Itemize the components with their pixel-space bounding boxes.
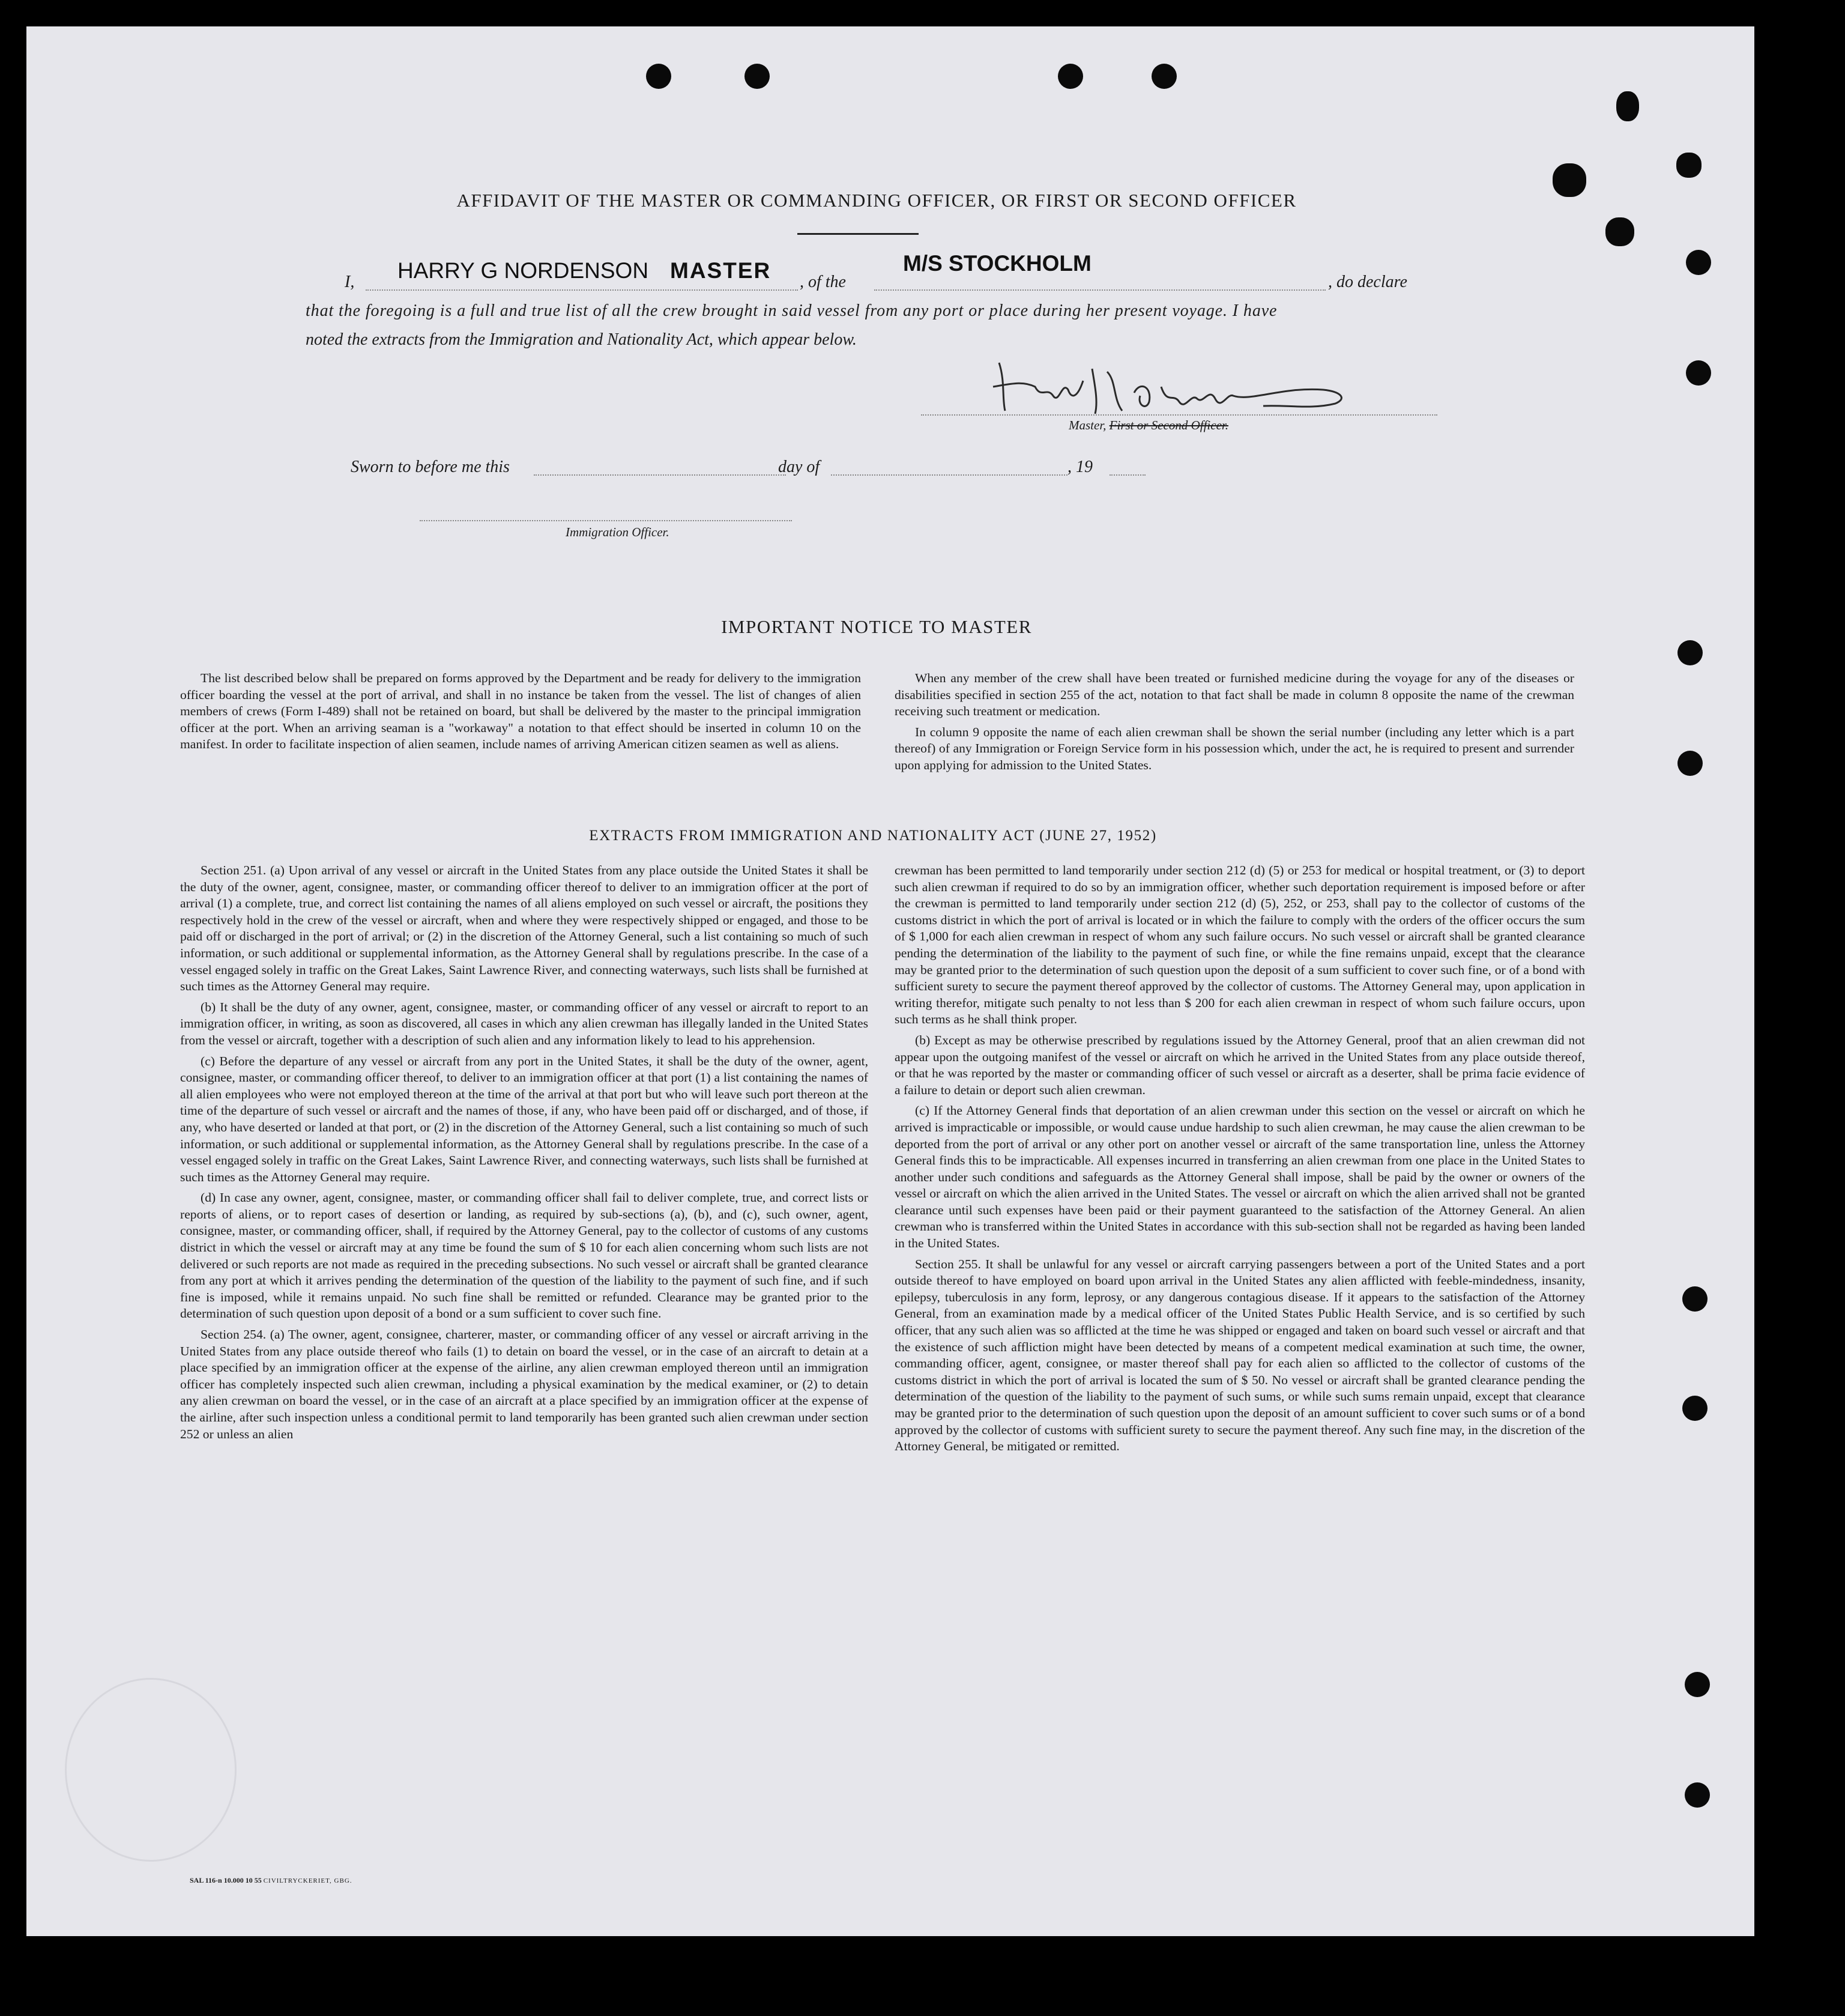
notice-right-paragraph-1: When any member of the crew shall have been treated or furnished medicine during the voyage for any of the diseases or disabilities specified in section 255 of the act, notation to that fact shall be made in column 8 opposite the name of the crewman receiving such treatment or medication. <box>895 671 1574 719</box>
declaration-line-2: that the foregoing is a full and true list of all the crew brought in said vessel from any port or place during her present voyage. I have <box>306 301 1278 320</box>
form-footer <box>190 1876 352 1885</box>
extract-paragraph: (d) In case any owner, agent, consignee, master, or commanding officer shall fail to deliver complete, true, and correct lists or reports of aliens, or to report cases of desertion or landing, as required by sub-sections (a), (b), and (c), such owner, agent, consignee, master, or commanding officer, shall, if required by the Attorney General, pay to the collector of customs of any customs district in which the vessel or aircraft may at any time be found the sum of $ 10 for each alien concerning whom such lists are not delivered or such reports are not made as required in the preceding subsections. No such vessel or aircraft shall be granted clearance from any port at which it arrives pending the determination of the question of the liability to the payment of such fine, and if such fine is imposed, while it remains unpaid. No such fine shall be remitted or refunded. Clearance may be granted prior to the determination of such question upon deposit of a bond or a sum sufficient to cover such fine. <box>180 1190 868 1321</box>
officer-line <box>420 520 792 521</box>
vessel-line <box>874 289 1326 291</box>
master-rank: MASTER <box>670 258 772 283</box>
extract-paragraph: (c) If the Attorney General finds that deportation of an alien crewman under this section on the vessel or aircraft on which he arrived is impracticable or impossible, or would cause undue hardship to such alien crewman, he may cause the alien crewman to be deported from the port of arrival or any other port on another vessel or aircraft of the same transportation line, unless the Attorney General finds this to be impracticable. All expenses incurred in transferring an alien crewman from one place in the United States to another under such conditions and safeguards as the Attorney General shall impose, shall be paid by the owner or owners of the vessel or aircraft on which the alien arrived in the United States. The vessel or aircraft on which the alien arrived shall not be granted clearance until such expenses have been paid or their payment guaranteed to the satisfaction of the Attorney General. An alien crewman who is transferred within the United States in accordance with this sub-section shall not be regarded as having been landed in the United States. <box>895 1103 1585 1251</box>
vessel-name: M/S STOCKHOLM <box>903 251 1092 276</box>
punch-hole <box>1605 217 1634 246</box>
punch-hole <box>1058 64 1083 89</box>
affidavit-title: AFFIDAVIT OF THE MASTER OR COMMANDING OFFICER, OR FIRST OR SECOND OFFICER <box>456 190 1297 211</box>
year-line <box>1110 474 1146 476</box>
extract-paragraph: (b) Except as may be otherwise prescribed by regulations issued by the Attorney General, proof that an alien crewman did not appear upon the outgoing manifest of the vessel or aircraft on which he arrived in the United States from any place outside thereof, or that he was reported by the master or commanding officer of such vessel or aircraft as a deserter, shall be prima facie evidence of a failure to detain or deport such alien crewman. <box>895 1032 1585 1097</box>
extract-paragraph: (c) Before the departure of any vessel or aircraft from any port in the United States, it shall be the duty of the owner, agent, consignee, master, or commanding officer thereof, to deliver to an immigration officer at that port (1) a list containing the names of all alien employees who were not employed thereon at the time of the arrival at that port but who will leave such port thereon at the time of the departure of such vessel or aircraft and the names of those, if any, who have been paid off or discharged, and of those, if any, who have deserted or landed at that port, or (2) in the discretion of the Attorney General, such a list containing so much of such information, or such additional or supplemental information, as the Attorney General shall by regulations prescribe. In the case of a vessel engaged solely in traffic on the Great Lakes, Saint Lawrence River, and connecting waterways, such lists shall be furnished at such times as the Attorney General may require. <box>180 1053 868 1184</box>
punch-hole <box>1152 64 1177 89</box>
faded-seal <box>65 1678 237 1862</box>
sworn-month-line <box>831 474 1067 476</box>
day-of-text: day of <box>778 458 820 476</box>
notice-left-column <box>180 670 861 757</box>
sworn-day-line <box>534 474 786 476</box>
of-the-text: , of the <box>800 273 846 291</box>
punch-hole <box>1677 751 1703 776</box>
immigration-officer-caption: Immigration Officer. <box>566 525 669 539</box>
prefix-text: I, <box>345 273 355 291</box>
extracts-title: EXTRACTS FROM IMMIGRATION AND NATIONALITY ACT (JUNE 27, 1952) <box>589 828 1157 844</box>
signature-caption-master: Master, <box>1069 418 1107 432</box>
punch-hole <box>1686 250 1711 275</box>
extract-paragraph: crewman has been permitted to land temporarily under section 212 (d) (5) or 253 for medical or hospital treatment, or (3) to deport such alien crewman if required to do so by an immigration officer, whether such deportation requirement is imposed before or after the crewman is permitted to land temporarily under section 212 (d) (5), 252, or 253, shall pay to the collector of customs of the customs district in which the port of arrival is located or in which the failure to comply with the orders of the officer occurs the sum of $ 1,000 for each alien crewman in respect of whom any such failure occurs. No such vessel or aircraft shall be granted clearance pending the determination of the liability to the payment of such fine, or while the fine remains unpaid, except that the clearance may be granted prior to the determination of such question upon the deposit of a sum sufficient to cover such fine, or of a bond with sufficient surety to secure the payment thereof approved by the collector of customs. The Attorney General may, upon application in writing therefor, mitigate such penalty to not less than $ 200 for each alien crewman in respect of whom such failure occurs, upon such terms as he shall think proper. <box>895 863 1585 1027</box>
signature-caption <box>1069 418 1228 433</box>
name-line <box>366 289 798 291</box>
punch-hole <box>1676 153 1702 178</box>
notice-right-column <box>895 670 1574 778</box>
extract-paragraph: (b) It shall be the duty of any owner, agent, consignee, master, or commanding officer of any vessel or aircraft to report to an immigration officer, in writing, as soon as discovered, all cases in which any alien crewman has illegally landed in the United States from the vessel or aircraft, together with a description of such alien and any information likely to lead to his apprehension. <box>180 999 868 1047</box>
signature-line <box>921 414 1437 416</box>
master-name: HARRY G NORDENSON <box>397 258 649 283</box>
extracts-right-column <box>895 862 1585 1459</box>
sworn-text: Sworn to before me this <box>351 458 510 476</box>
punch-hole <box>1616 91 1639 121</box>
signature-caption-struck: First or Second Officer. <box>1109 418 1228 432</box>
extract-paragraph: Section 251. (a) Upon arrival of any vessel or aircraft in the United States from any place outside the United States it shall be the duty of the owner, agent, consignee, master, or commanding officer thereof to deliver to an immigration officer at the port of arrival (1) a complete, true, and correct list containing the names of all aliens employed on such vessel or aircraft, the positions they respectively hold in the crew of the vessel or aircraft, when and where they were respectively shipped or engaged, and those to be paid off or discharged in the port of arrival; or (2) in the discretion of the Attorney General, such a list containing so much of such information, or such additional or supplemental information, as the Attorney General shall by regulations prescribe. In the case of a vessel engaged solely in traffic on the Great Lakes, Saint Lawrence River, and connecting waterways, such lists shall be furnished at such times as the Attorney General may require. <box>180 863 868 994</box>
printer-name: CIVILTRYCKERIET, GBG. <box>263 1877 352 1884</box>
extract-paragraph: Section 254. (a) The owner, agent, consignee, charterer, master, or commanding officer of any vessel or aircraft arriving in the United States from any place outside thereof who fails (1) to detain on board the vessel, or in the case of an aircraft to detain at a place specified by an immigration officer at the expense of the airline, any alien crewman employed thereon until an immigration officer has completely inspected such alien crewman, including a physical examination by the medical examiner, or (2) to detain any alien crewman on board the vessel, or in the case of an aircraft at a place specified by an immigration officer at the expense of the airline, after such inspection unless a conditional permit to land temporarily has been granted such alien crewman under section 252 or unless an alien <box>180 1327 868 1441</box>
year-text: , 19 <box>1067 458 1093 476</box>
punch-hole <box>646 64 671 89</box>
do-declare-text: , do declare <box>1328 273 1407 291</box>
notice-right-paragraph-2: In column 9 opposite the name of each alien crewman shall be shown the serial number (including any letter which is a part thereof) of any Immigration or Foreign Service form in his possession which, under the act, he is required to present and surrender upon applying for admission to the United States. <box>895 724 1574 772</box>
notice-left-paragraph: The list described below shall be prepared on forms approved by the Department and be ready for delivery to the immigration officer boarding the vessel at the port of arrival, and shall in no instance be taken from the vessel. The list of changes of alien members of crews (Form I-489) shall not be retained on board, but shall be delivered by the master to the principal immigration officer at the port. When an arriving seaman is a "workaway" a notation to that effect should be inserted in column 10 on the manifest. In order to facilitate inspection of alien seamen, include names of arriving American citizen seamen as well as aliens. <box>180 671 861 752</box>
declaration-line-3: noted the extracts from the Immigration and Nationality Act, which appear below. <box>306 330 857 349</box>
punch-hole <box>1686 360 1711 386</box>
punch-hole <box>1685 1782 1710 1808</box>
master-signature <box>987 345 1359 423</box>
punch-hole <box>1553 163 1586 197</box>
punch-hole <box>1682 1396 1708 1421</box>
title-rule <box>797 233 919 235</box>
punch-hole <box>1677 640 1703 665</box>
punch-hole <box>1682 1286 1708 1312</box>
extracts-left-column <box>180 862 868 1447</box>
punch-hole <box>1685 1672 1710 1697</box>
punch-hole <box>744 64 770 89</box>
document-page <box>26 26 1754 1936</box>
extract-paragraph: Section 255. It shall be unlawful for any vessel or aircraft carrying passengers between a port of the United States and a port outside thereof to have employed on board upon arrival in the United States any alien afflicted with feeble-mindedness, insanity, epilepsy, tuberculosis in any form, leprosy, or any dangerous contagious disease. If it appears to the satisfaction of the Attorney General, from an examination made by a medical officer of the United States Public Health Service, and is so certified by such officer, that any such alien was so afflicted at the time he was shipped or engaged and taken on board such vessel or aircraft and that the existence of such affliction might have been detected by means of a competent medical examination at such time, the owner, commanding officer, agent, consignee, or master thereof shall pay for each alien so afflicted to the collector of customs of the customs district in which the port of arrival is located the sum of $ 50. No vessel or aircraft shall be granted clearance pending the determination of the question of the liability to the payment of such sums, or while such sums remain unpaid, except that clearance may be granted prior to the determination of such question upon the deposit of an amount sufficient to cover such sums or of a bond approved by the collector of customs with sufficient surety to secure the payment thereof. Any such fine may, in the discretion of the Attorney General, be mitigated or remitted. <box>895 1256 1585 1454</box>
form-number: SAL 116-n 10.000 10 55 <box>190 1876 262 1884</box>
notice-title: IMPORTANT NOTICE TO MASTER <box>721 616 1032 637</box>
